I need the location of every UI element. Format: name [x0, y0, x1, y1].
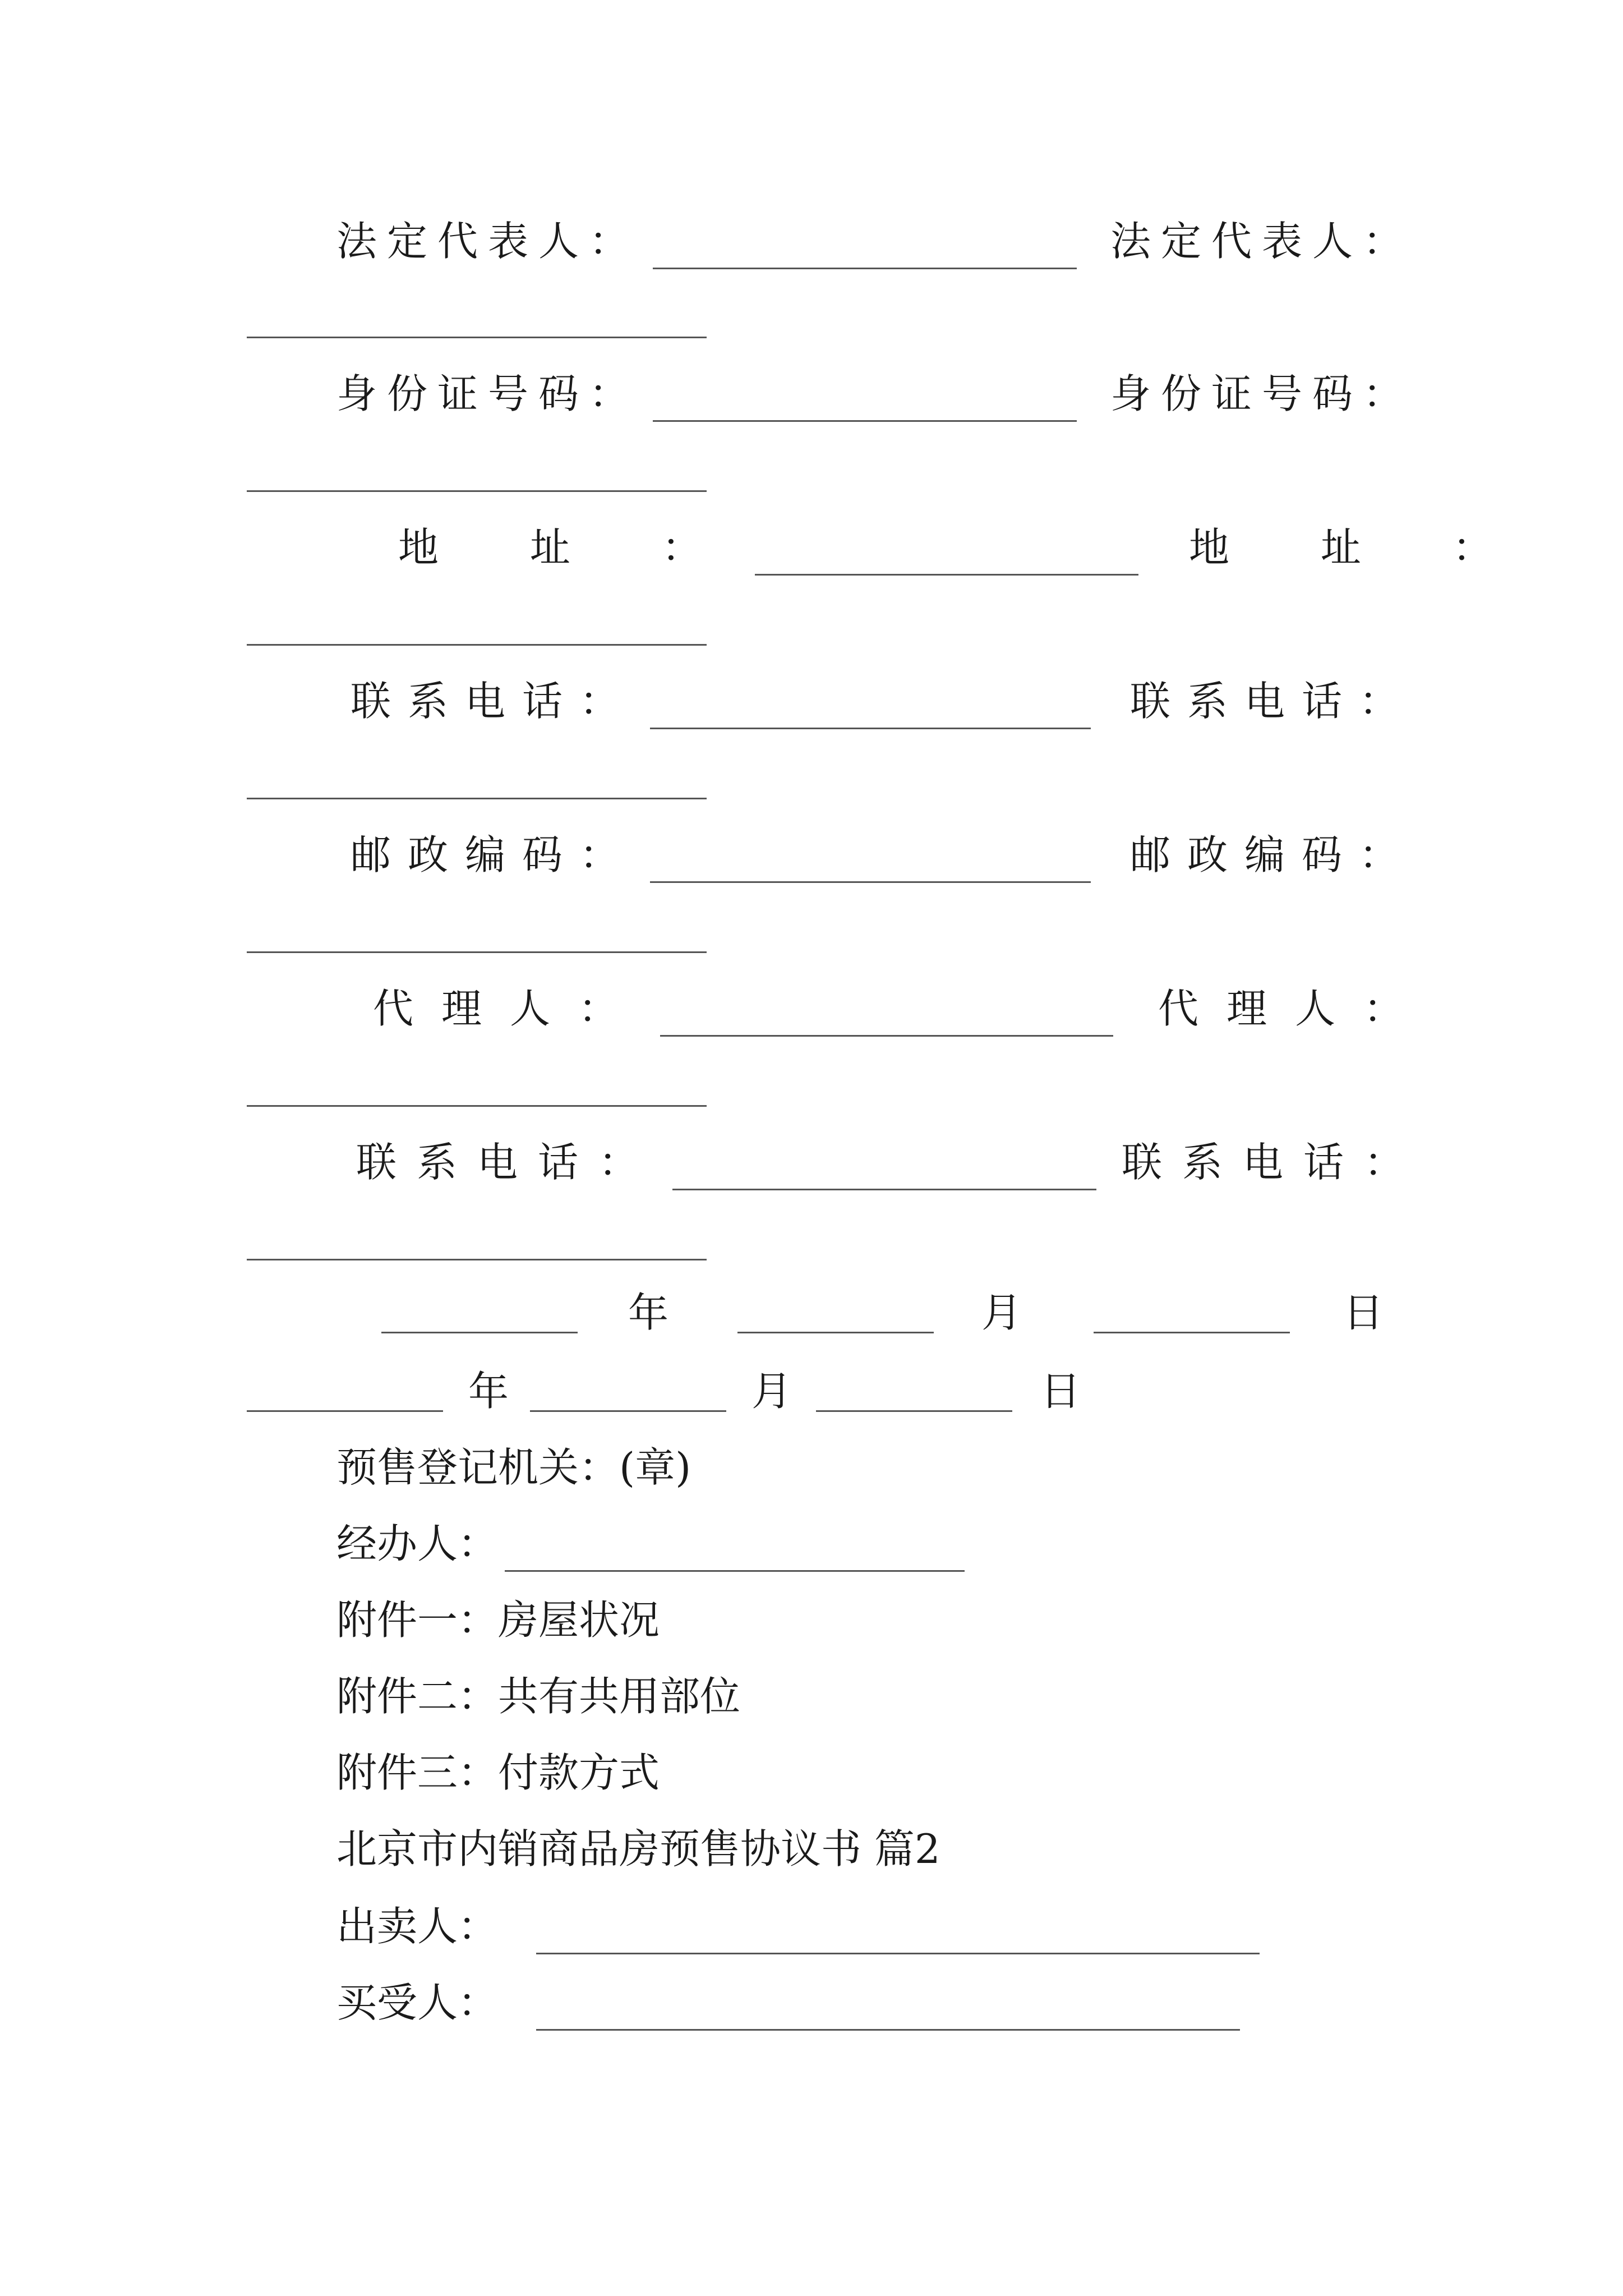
left-label-legal-rep: 法定代表人： — [336, 218, 640, 265]
right-label-legal-rep: 法定代表人： — [1110, 218, 1414, 265]
handler-line — [336, 1516, 965, 1572]
attachment-1-text: 附件一：房屋状况 — [336, 1596, 660, 1644]
date-line-2 — [0, 1363, 1623, 1419]
buyer-label: 买受人： — [336, 1979, 499, 2026]
right-label-agent-phone: 联系电话： — [1122, 1139, 1425, 1186]
section-title-line — [336, 1821, 940, 1877]
date2-month-label: 月 — [751, 1368, 792, 1415]
seller-label: 出卖人： — [336, 1903, 499, 1950]
left-label-phone: 联系电话： — [351, 678, 637, 725]
left-label-agent-phone: 联系电话： — [356, 1139, 660, 1186]
date1-year-input[interactable] — [381, 1296, 578, 1333]
right-label-postcode: 邮政编码： — [1130, 831, 1417, 878]
right-input-phone[interactable] — [247, 795, 707, 799]
right-input-id-number[interactable] — [247, 488, 707, 492]
left-input-id-number[interactable] — [653, 384, 1077, 422]
left-label-id-number: 身份证号码： — [336, 370, 640, 417]
right-label-id-number: 身份证号码： — [1110, 370, 1414, 417]
date2-day-input[interactable] — [816, 1374, 1012, 1412]
section-title: 北京市内销商品房预售协议书 篇2 — [336, 1825, 940, 1872]
left-label-agent: 代理人： — [373, 985, 647, 1032]
date-line-1 — [0, 1285, 1623, 1341]
left-label-postcode: 邮政编码： — [351, 831, 637, 878]
attachment-item — [336, 1745, 660, 1801]
right-input-address[interactable] — [247, 642, 707, 646]
handler-label: 经办人： — [336, 1520, 499, 1567]
date2-year-input[interactable] — [247, 1374, 443, 1412]
attachment-item — [336, 1668, 740, 1724]
left-label-address: 地 址 ： — [398, 524, 741, 571]
attachment-item — [336, 1592, 660, 1648]
date1-year-label: 年 — [628, 1289, 669, 1336]
date1-day-label: 日 — [1343, 1289, 1384, 1336]
attachment-2-text: 附件二：共有共用部位 — [336, 1673, 741, 1720]
right-input-agent-phone[interactable] — [247, 1257, 707, 1260]
buyer-line — [336, 1975, 1240, 2031]
left-input-address[interactable] — [755, 538, 1138, 576]
right-input-agent[interactable] — [247, 1103, 707, 1107]
registration-authority-line — [336, 1439, 691, 1496]
left-input-legal-rep[interactable] — [653, 232, 1077, 269]
left-input-agent[interactable] — [660, 999, 1113, 1037]
right-label-address: 地 址 ： — [1189, 524, 1532, 571]
date2-day-label: 日 — [1040, 1368, 1081, 1415]
right-label-agent: 代理人： — [1158, 985, 1432, 1032]
buyer-input[interactable] — [536, 1993, 1240, 2031]
left-input-agent-phone[interactable] — [672, 1153, 1096, 1190]
date1-day-input[interactable] — [1094, 1296, 1290, 1333]
right-input-legal-rep[interactable] — [247, 334, 707, 338]
right-label-phone: 联系电话： — [1130, 678, 1417, 725]
seller-input[interactable] — [536, 1917, 1260, 1954]
date2-month-input[interactable] — [530, 1374, 726, 1412]
attachment-3-text: 附件三：付款方式 — [336, 1749, 660, 1796]
date1-month-label: 月 — [981, 1289, 1022, 1336]
seller-line — [336, 1898, 1260, 1954]
left-input-postcode[interactable] — [650, 845, 1091, 883]
handler-input[interactable] — [505, 1534, 965, 1572]
right-input-postcode[interactable] — [247, 949, 707, 953]
registration-authority-text: 预售登记机关：(章) — [336, 1444, 691, 1491]
left-input-phone[interactable] — [650, 692, 1091, 729]
date1-month-input[interactable] — [737, 1296, 934, 1333]
date2-year-label: 年 — [468, 1368, 509, 1415]
